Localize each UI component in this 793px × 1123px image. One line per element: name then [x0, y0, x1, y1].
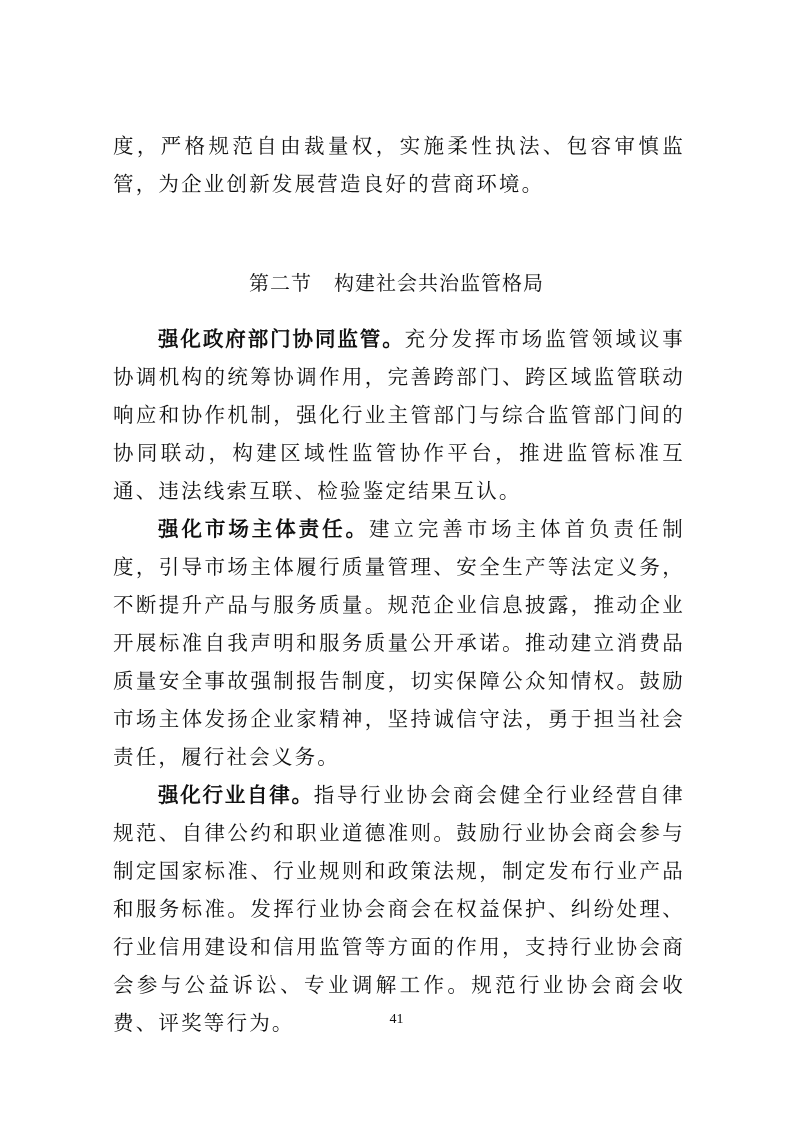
paragraph-industry-self-discipline — [113, 776, 685, 1042]
intro-text: 度，严格规范自由裁量权，实施柔性执法、包容审慎监管，为企业创新发展营造良好的营商环境。 — [113, 134, 685, 196]
intro-paragraph — [113, 127, 685, 203]
section-number: 第二节 — [249, 271, 312, 295]
paragraph-market-responsibility — [113, 510, 685, 776]
page-number: 41 — [389, 1012, 404, 1027]
paragraph-lead: 强化行业自律。 — [158, 783, 314, 807]
body-paragraphs — [113, 320, 685, 1042]
paragraph-gov-coordination — [113, 320, 685, 510]
paragraph-body: 建立完善市场主体首负责任制度，引导市场主体履行质量管理、安全生产等法定义务，不断提升产品与服务质量。规范企业信息披露，推动企业开展标准自我声明和服务质量公开承诺。推动建立消费品质量安全事故强制报告制度，切实保障公众知情权。鼓励市场主体发扬企业家精神，坚持诚信守法，勇于担当社会责任，履行社会义务。 — [113, 517, 685, 769]
paragraph-body: 充分发挥市场监管领域议事协调机构的统筹协调作用，完善跨部门、跨区域监管联动响应和协作机制，强化行业主管部门与综合监管部门间的协同联动，构建区域性监管协作平台，推进监管标准互通、违法线索互联、检验鉴定结果互认。 — [113, 327, 686, 503]
section-heading — [0, 264, 793, 302]
section-title: 构建社会共治监管格局 — [334, 271, 544, 295]
paragraph-lead: 强化市场主体责任。 — [158, 517, 369, 541]
paragraph-body: 指导行业协会商会健全行业经营自律规范、自律公约和职业道德准则。鼓励行业协会商会参与制定国家标准、行业规则和政策法规，制定发布行业产品和服务标准。发挥行业协会商会在权益保护、纠纷处理、行业信用建设和信用监管等方面的作用，支持行业协会商会参与公益诉讼、专业调解工作。规范行业协会商会收费、评奖等行为。 — [113, 783, 685, 1035]
paragraph-lead: 强化政府部门协同监管。 — [158, 327, 405, 351]
